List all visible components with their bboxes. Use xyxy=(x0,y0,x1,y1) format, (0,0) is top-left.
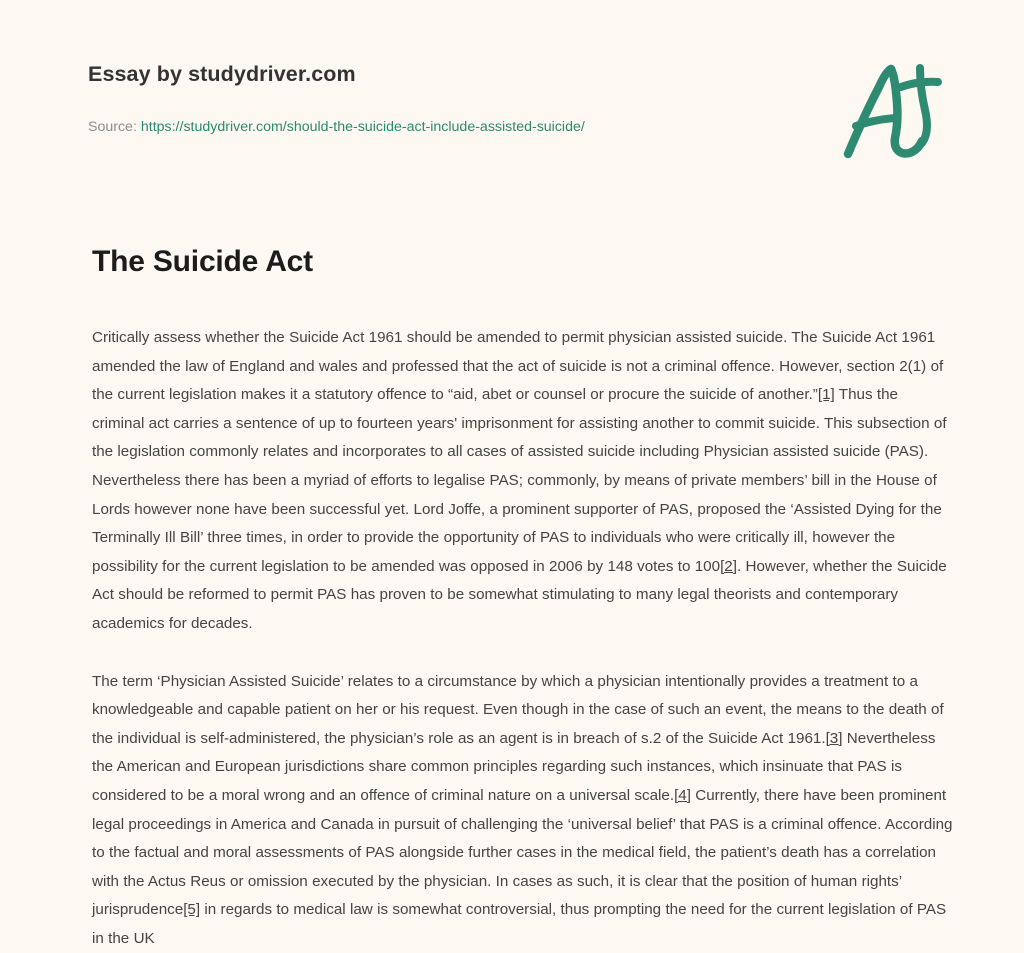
source-line xyxy=(88,118,585,138)
essay-paragraph xyxy=(92,668,954,953)
paragraph-text: . However, whether the Suicide Act should be reformed to permit PAS has proven to be somewhat stimulating to many legal theorists and contemporary academics for decades. xyxy=(92,557,947,632)
paragraph-text: Currently, there have been prominent legal proceedings in America and Canada in pursuit of challenging the ‘universal belief’ that PAS is a criminal offence. According to the factual and moral assessments of PAS alongside further cases in the medical field, the patient’s death has a correlation with the Actus Reus or omission executed by the physician. In cases as such, it is clear that the position of human rights’ jurisprudence xyxy=(92,786,953,919)
byline: Essay by studydriver.com xyxy=(88,62,356,86)
footnote-link[interactable]: [5] xyxy=(183,901,201,919)
source-label: Source: xyxy=(88,119,137,135)
document-body xyxy=(92,244,954,953)
paragraph-text: The term ‘Physician Assisted Suicide’ relates to a circumstance by which a physician intentionally provides a treatment to a knowledgeable and capable patient on her or his request. Even though in the case of such an event, the means to the death of the individual is self-administered, the physician’s role as an agent is in breach of s.2 of the Suicide Act 1961. xyxy=(92,672,944,747)
source-url-link[interactable]: https://studydriver.com/should-the-suicide-act-include-assisted-suicide/ xyxy=(140,119,585,135)
page-title: The Suicide Act xyxy=(92,245,313,278)
paragraph-text: Nevertheless the American and European jurisdictions share common principles regarding such instances, which insinuate that PAS is considered to be a moral wrong and an offence of criminal nature on a universal scale. xyxy=(92,729,936,804)
footnote-link[interactable]: [3] xyxy=(825,729,843,747)
paragraph-text: Thus the criminal act carries a sentence of up to fourteen years' imprisonment for assisting another to commit suicide. This subsection of the legislation commonly relates and incorporates to all cases of assisted suicide including Physician assisted suicide (PAS). Nevertheless there has been a myriad of efforts to legalise PAS; commonly, by means of private members’ bill in the House of Lords however none have been successful yet. Lord Joffe, a prominent supporter of PAS, proposed the ‘Assisted Dying for the Terminally Ill Bill’ three times, in order to provide the opportunity of PAS to individuals who were critically ill, however the possibility for the current legislation to be amended was opposed in 2006 by 148 votes to 100 xyxy=(92,386,947,575)
footnote-link[interactable]: [1] xyxy=(817,386,835,404)
document-header xyxy=(88,62,960,172)
footnote-link[interactable]: [2] xyxy=(720,557,737,575)
paragraph-text: Critically assess whether the Suicide Act 1961 should be amended to permit physician assisted suicide. The Suicide Act 1961 amended the law of England and wales and professed that the act of suicide is not a criminal offence. However, section 2(1) of the current legislation makes it a statutory offence to “aid, abet or counsel or procure the suicide of another.” xyxy=(92,329,944,404)
studydriver-logo xyxy=(834,55,952,165)
footnote-link[interactable]: [4] xyxy=(674,786,691,804)
essay-content xyxy=(92,324,954,953)
a-plus-logo-icon xyxy=(834,55,952,165)
essay-paragraph xyxy=(92,324,954,639)
paragraph-text: in regards to medical law is somewhat controversial, thus prompting the need for the current legislation of PAS in the UK xyxy=(92,901,947,947)
